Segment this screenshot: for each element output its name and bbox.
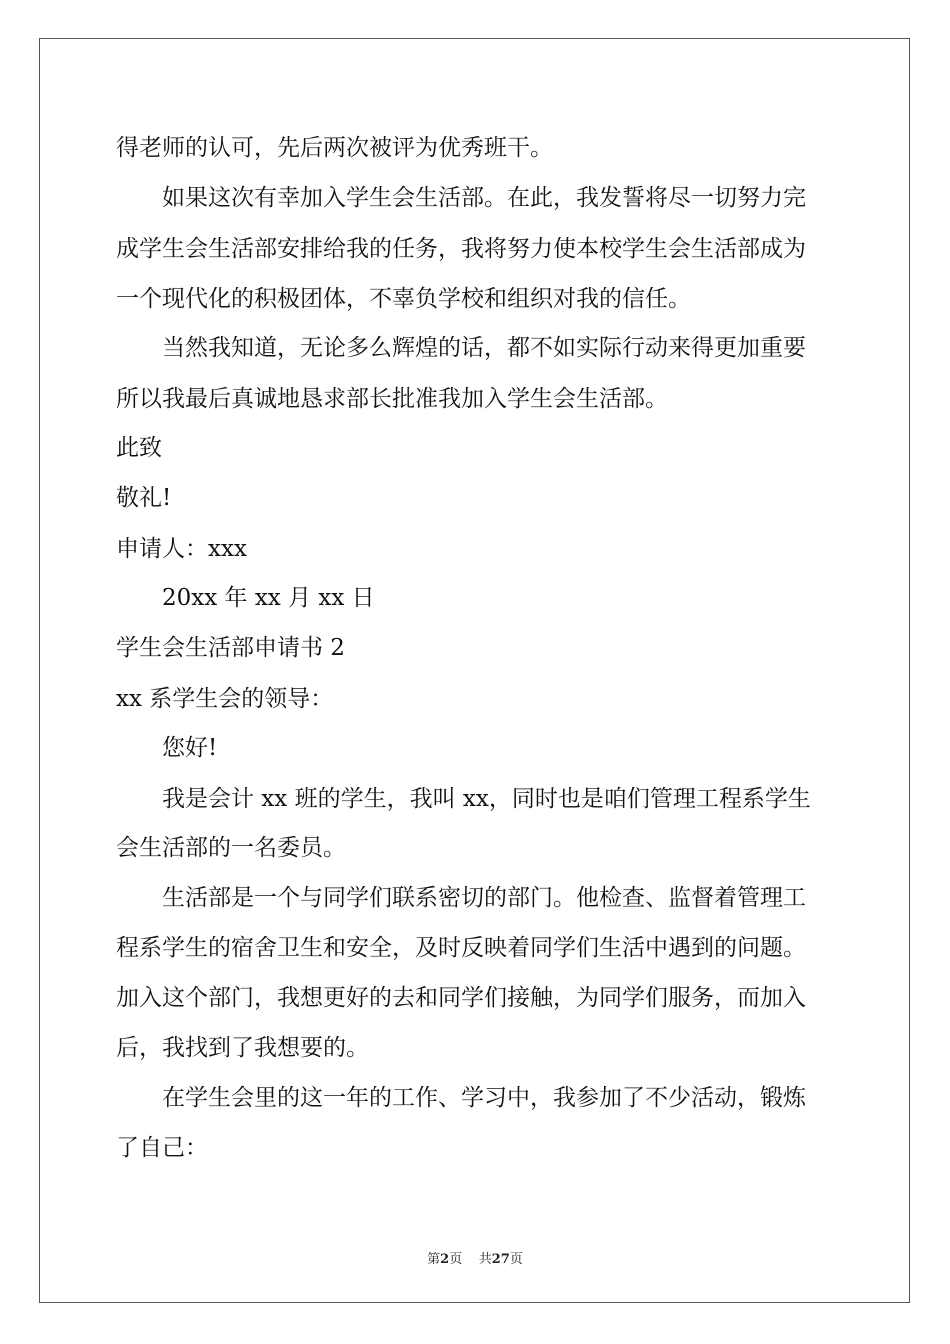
total-pages: 27 bbox=[491, 1252, 510, 1267]
text-line: 得老师的认可，先后两次被评为优秀班干。 bbox=[116, 135, 553, 161]
text-line: 当然我知道，无论多么辉煌的话，都不如实际行动来得更加重要 bbox=[162, 335, 806, 361]
text-line: 我是会计 xx 班的学生，我叫 xx，同时也是咱们管理工程系学生 bbox=[162, 786, 811, 812]
page-number: 2 bbox=[440, 1252, 450, 1267]
text-line: 了自己： bbox=[116, 1135, 208, 1161]
page-frame bbox=[39, 38, 910, 1303]
total-suffix: 页 bbox=[509, 1252, 523, 1267]
text-line: 成学生会生活部安排给我的任务，我将努力使本校学生会生活部成为 bbox=[116, 236, 806, 262]
date-line: 20xx 年 xx 月 xx 日 bbox=[162, 585, 375, 611]
page-prefix: 第 bbox=[427, 1252, 441, 1267]
page-footer bbox=[0, 1248, 950, 1267]
text-line: 在学生会里的这一年的工作、学习中，我参加了不少活动，锻炼 bbox=[162, 1085, 806, 1111]
text-line: 此致 bbox=[116, 435, 162, 461]
applicant-line: 申请人：xxx bbox=[116, 536, 247, 562]
text-line: 所以我最后真诚地恳求部长批准我加入学生会生活部。 bbox=[116, 386, 668, 412]
text-line: 后，我找到了我想要的。 bbox=[116, 1035, 369, 1061]
text-line: 程系学生的宿舍卫生和安全，及时反映着同学们生活中遇到的问题。 bbox=[116, 935, 806, 961]
text-line: 您好! bbox=[162, 735, 218, 761]
text-line: 敬礼! bbox=[116, 485, 172, 511]
text-line: 会生活部的一名委员。 bbox=[116, 835, 346, 861]
text-line: 如果这次有幸加入学生会生活部。在此，我发誓将尽一切努力完 bbox=[162, 185, 806, 211]
text-line: 加入这个部门，我想更好的去和同学们接触，为同学们服务，而加入 bbox=[116, 985, 806, 1011]
total-prefix: 共 bbox=[478, 1252, 492, 1267]
text-line: 生活部是一个与同学们联系密切的部门。他检查、监督着管理工 bbox=[162, 885, 806, 911]
section-title: 学生会生活部申请书 2 bbox=[116, 635, 345, 661]
salutation-line: xx 系学生会的领导： bbox=[116, 686, 334, 712]
text-line: 一个现代化的积极团体，不辜负学校和组织对我的信任。 bbox=[116, 286, 691, 312]
page-suffix: 页 bbox=[449, 1252, 463, 1267]
